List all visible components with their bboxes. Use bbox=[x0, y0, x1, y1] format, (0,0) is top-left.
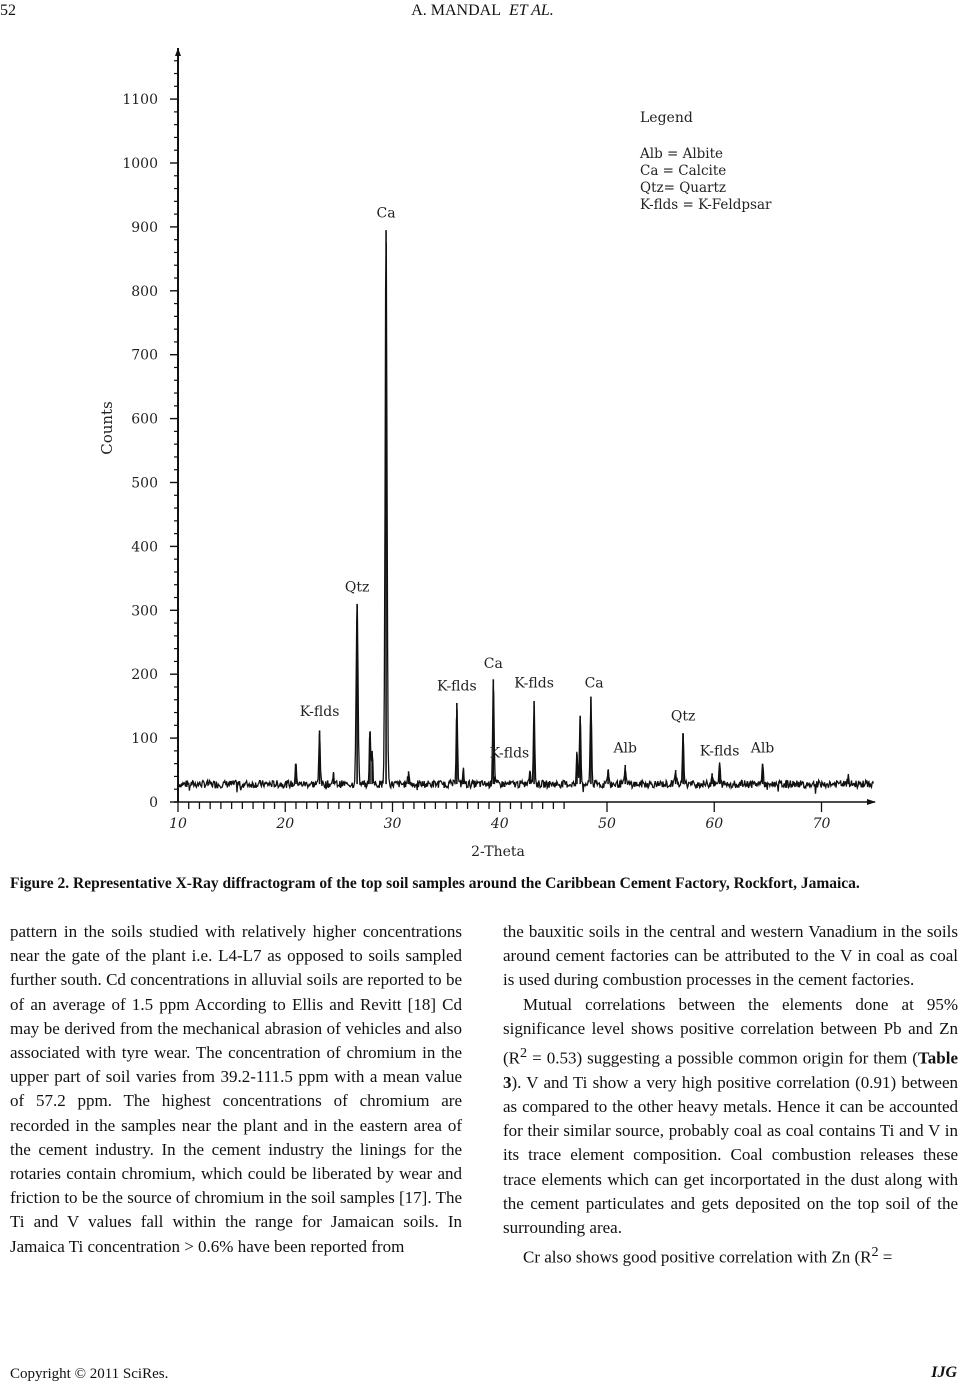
running-header-authors: A. MANDAL bbox=[411, 2, 501, 19]
y-tick-label: 600 bbox=[131, 411, 158, 428]
y-axis-arrow bbox=[175, 48, 181, 56]
page-number: 52 bbox=[0, 2, 16, 19]
x-tick-label: 30 bbox=[383, 816, 402, 832]
y-tick-label: 400 bbox=[131, 539, 158, 556]
running-header bbox=[0, 2, 965, 20]
copyright-footer: Copyright © 2011 SciRes. bbox=[10, 1366, 169, 1382]
x-tick-label: 50 bbox=[598, 816, 616, 832]
x-axis-label: 2-Theta bbox=[471, 844, 525, 860]
y-tick-label: 500 bbox=[131, 475, 158, 492]
x-axis-arrow bbox=[867, 799, 876, 805]
peak-label: K-flds bbox=[437, 678, 477, 695]
x-tick-label: 60 bbox=[705, 816, 724, 832]
peak-label: Ca bbox=[483, 656, 503, 673]
text-run: = bbox=[878, 1247, 893, 1267]
xrd-diffractogram-chart bbox=[0, 40, 965, 870]
diffraction-pattern-line bbox=[179, 243, 873, 794]
x-tick-label: 20 bbox=[276, 816, 295, 832]
y-tick-label: 100 bbox=[131, 731, 158, 748]
right-paragraph-3 bbox=[503, 1240, 958, 1270]
figure-caption: Figure 2. Representative X-Ray diffractogram of the top soil samples around the Caribbean Cement Factory, Rockfort, Jamaica. bbox=[10, 875, 860, 892]
peak-label: Alb bbox=[750, 740, 775, 757]
left-column bbox=[10, 920, 462, 1259]
text-run: = 0.53) suggesting a possible common origin for them ( bbox=[527, 1048, 918, 1068]
y-axis-label: Counts bbox=[98, 401, 116, 455]
y-tick-label: 0 bbox=[149, 795, 158, 811]
superscript: 2 bbox=[520, 1045, 528, 1062]
legend-entry: Alb = Albite bbox=[640, 146, 724, 162]
peak-label: Ca bbox=[584, 675, 604, 692]
x-tick-label: 70 bbox=[812, 816, 831, 832]
text-run: ). V and Ti show a very high positive correlation (0.91) between as compared to the other heavy metals. Hence it can be accounted for their similar source, probably coal as coal contains Ti and V in its trace element composition. Coal combustion releases these trace elements which can get incorportated in the dust along with the cement particulates and gets deposited on the top soil of the surrounding area. bbox=[503, 1072, 958, 1238]
y-tick-label: 200 bbox=[131, 667, 158, 684]
text-run: Mutual correlations between the elements done at 95% significance level shows positive correlation between Pb and Zn (R bbox=[503, 994, 958, 1068]
right-paragraph-1: the bauxitic soils in the central and western Vanadium in the soils around cement factories can be attributed to the V in coal as coal is used during combustion processes in the cement factories. bbox=[503, 922, 958, 990]
peak-label: Ca bbox=[376, 205, 396, 222]
right-paragraph-2 bbox=[503, 993, 958, 1241]
legend-entry: Ca = Calcite bbox=[640, 163, 727, 179]
y-tick-label: 1000 bbox=[122, 156, 158, 172]
x-tick-label: 10 bbox=[169, 816, 187, 832]
peak-label: K-flds bbox=[699, 743, 740, 760]
text-run: Cr also shows good positive correlation with Zn (R bbox=[523, 1247, 872, 1267]
left-paragraph: pattern in the soils studied with relatively higher concentrations near the gate of the plant i.e. L4-L7 as opposed to soils sampled further south. Cd concentrations in alluvial soils are reported to be of an average of 1.5 ppm According to Ellis and Revitt [18] Cd may be derived from the mechanical abrasion of vehicles and also associated with tyre wear. The concentration of chromium in the upper part of soil varies from 39.2-111.5 ppm with a mean value of 57.2 ppm. The highest concentrations of chromium are recorded in the samples near the plant and in the eastern area of the cement industry. In the cement industry the linings for the rotaries contain chromium, which could be liberated by wear and friction to be the source of chromium in the soil samples [17]. The Ti and V values fall within the range for Jamaican soils. In Jamaica Ti concentration > 0.6% have been reported from bbox=[10, 922, 462, 1256]
peak-label: Alb bbox=[613, 740, 638, 757]
journal-footer: IJG bbox=[931, 1364, 957, 1381]
y-tick-label: 900 bbox=[131, 219, 158, 236]
peak-label: Qtz bbox=[670, 708, 696, 725]
table-reference-link[interactable]: Table 3 bbox=[503, 1048, 958, 1092]
y-tick-label: 1100 bbox=[122, 92, 158, 109]
peak-label: K-flds bbox=[299, 704, 340, 721]
x-tick-label: 40 bbox=[490, 816, 509, 832]
legend-entry: K-flds = K-Feldpsar bbox=[640, 197, 772, 213]
y-tick-label: 300 bbox=[131, 603, 158, 620]
peak-label: Qtz bbox=[344, 579, 370, 596]
legend-title: Legend bbox=[640, 110, 693, 126]
y-tick-label: 700 bbox=[131, 347, 158, 364]
legend-entry: Qtz= Quartz bbox=[640, 180, 727, 196]
y-tick-label: 800 bbox=[131, 283, 158, 300]
superscript: 2 bbox=[871, 1244, 879, 1261]
running-header-etal: ET AL. bbox=[509, 2, 554, 19]
right-column bbox=[503, 920, 958, 1270]
peak-label: K-flds bbox=[489, 745, 530, 762]
peak-label: K-flds bbox=[514, 675, 554, 692]
